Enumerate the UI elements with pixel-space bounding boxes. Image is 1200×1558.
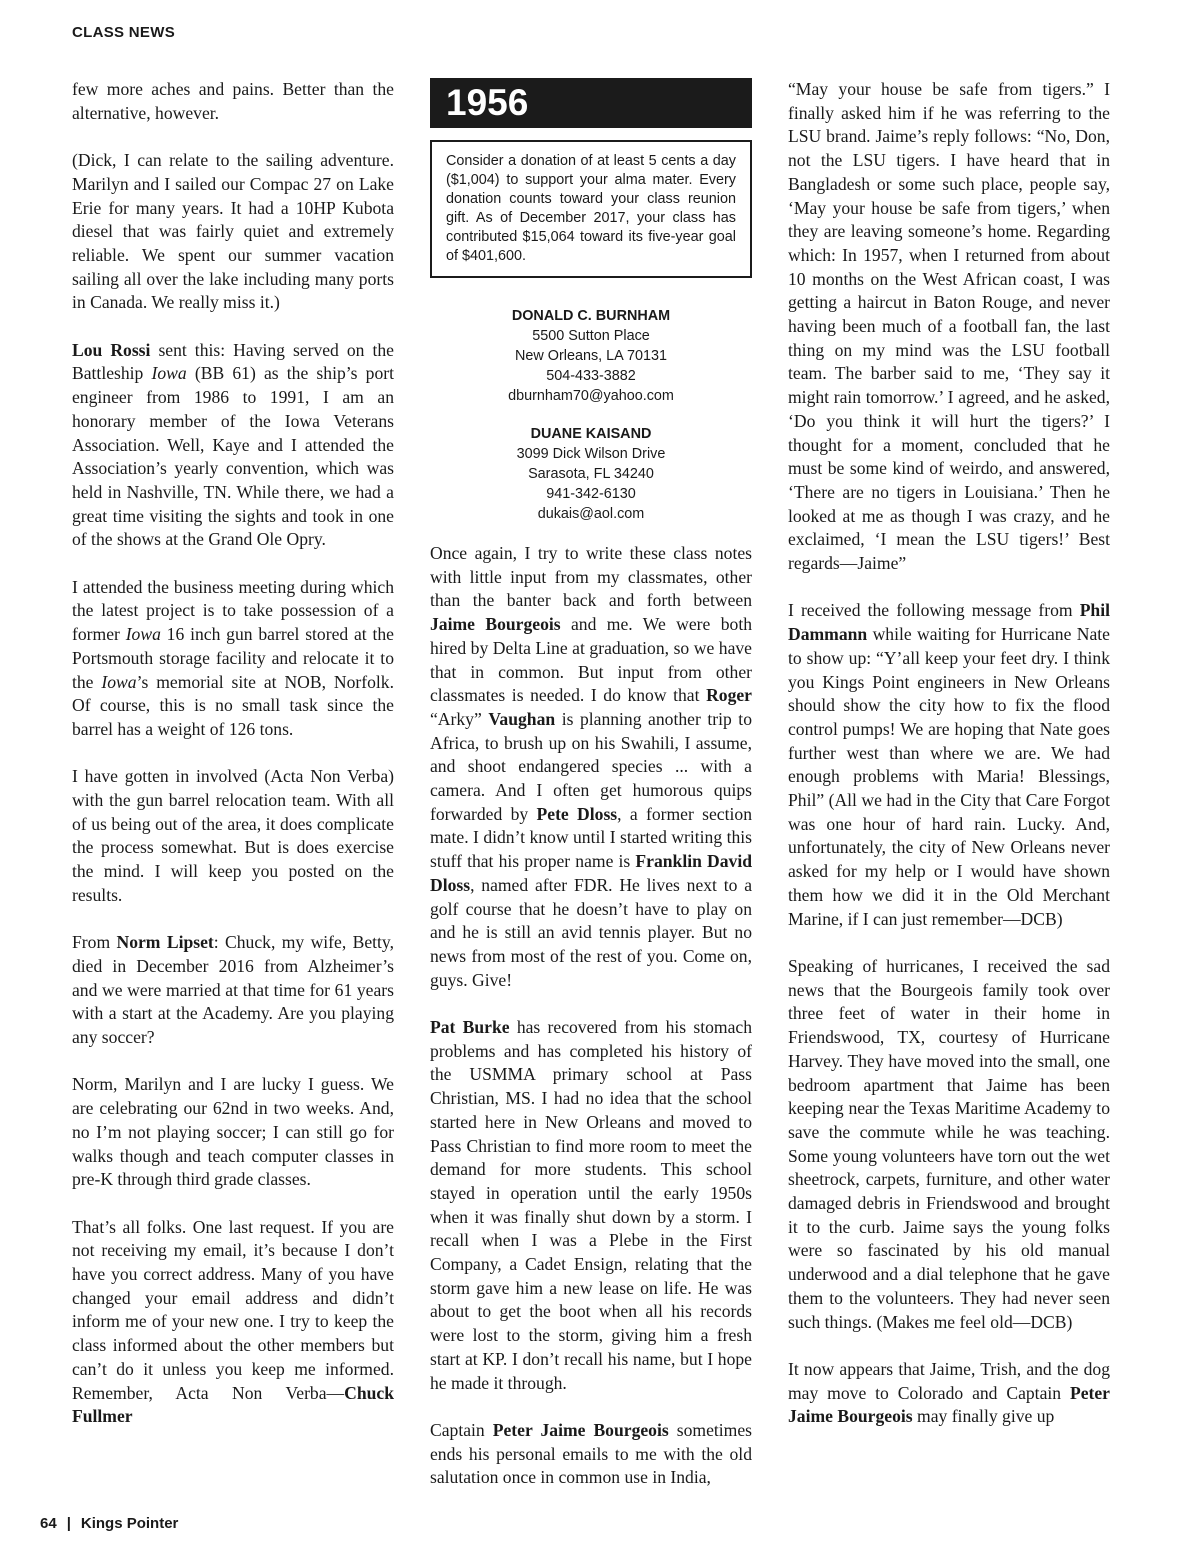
footer-separator: | [66,1515,71,1532]
text-run: It now appears that Jaime, Trish, and the dog may move to Colorado and Captain [788,1358,1110,1403]
text-run: I attended the business meeting during which the latest project is to take possession of a former [72,576,394,645]
column-middle [430,78,752,1514]
page-number: 64 [40,1515,57,1532]
person-name: Lou Rossi [72,339,151,360]
person-name: Roger [706,685,752,706]
text-run: 16 inch gun barrel stored at the Portsmouth storage facility and relocate it to the [72,624,394,692]
text-run: has recovered from his stomach problems and has completed his history of the USMMA primary school at Pass Christian, MS. I had no idea that the school started here in New Orleans and moved to Pass Christian to find more room to meet the demand for more students. This school stayed in operation until the early 1950s when it was finally shut down by a storm. I recall when I was a Plebe in the First Company, a Cadet Ensign, relating that the storm gave him a new lease on life. He was about to get the boot when all his records were lost to the storm, giving him a fresh start at KP. I don’t recall his name, but I hope he made it through. [430,1017,752,1393]
contact-email[interactable]: dukais@aol.com [537,506,645,522]
text-run: and me. We were both hired by Delta Line at graduation, so we have that in common. But input from other classmates is needed. I do know that [430,614,753,706]
paragraph [430,542,752,992]
text-run: From [72,932,117,953]
text-run: , named after FDR. He lives next to a golf course that he doesn’t have to play on and he is still an avid tennis player. But no news from most of the rest of you. Come on, guys. Give! [430,874,752,990]
text-run: sent this: Having served on the Battleship [72,339,394,384]
text-run: , a former section mate. I didn’t know until I started writing this stuff that his proper name is [430,803,752,872]
contact-phone: 504-433-3882 [546,368,636,384]
section-header: CLASS NEWS [72,24,176,41]
column-left [72,78,394,1453]
person-name: Phil Dammann [788,600,1110,645]
page-footer [40,1515,178,1532]
text-run: (BB 61) as the ship’s port engineer from 1986 to 1991, I am an honorary member of the Iowa Veterans Association. Well, Kaye and I attended the Association’s yearly convention, which was held in Nashville, TN. While there, we had a great time visiting the sights and took in one of the shows at the Grand Ole Opry. [72,363,394,550]
text-run: Once again, I try to write these class notes with little input from my classmates, other than the banter back and forth between [430,543,752,611]
person-name: Pete Dloss [536,803,618,824]
person-name: Franklin David Dloss [430,851,752,895]
paragraph: few more aches and pains. Better than the alternative, however. [72,79,394,123]
text-run: That’s all folks. One last request. If you are not receiving my email, it’s because I don’t have you correct address. Many of you have changed your email address and didn’t inform me of your new one. I try to keep the class informed about the other members but can’t do it unless you keep me informed. Remember, Acta Non Verba— [72,1216,394,1403]
paragraph [430,1419,752,1490]
paragraph [72,576,394,742]
text-run: sometimes ends his personal emails to me with the old salutation once in common use in India, [430,1419,752,1488]
paragraph [72,931,394,1050]
class-year-banner: 1956 [430,78,752,128]
donation-box: Consider a donation of at least 5 cents a day ($1,004) to support your alma mater. Every donation counts toward your class reunion gift. As of December 2017, your class has contributed $15,064 toward its five-year goal of $401,600. [430,140,752,278]
person-name: Chuck Fullmer [72,1382,394,1427]
paragraph: I have gotten in involved (Acta Non Verba) with the gun barrel relocation team. With all of us being out of the area, it does complicate the process somewhat. But is does exercise the mind. I will keep you posted on the results. [72,766,394,905]
paragraph [788,599,1110,931]
text-run: : Chuck, my wife, Betty, died in December 2016 from Alzheimer’s and we were married at that time for 61 years with a start at the Academy. Are you playing any soccer? [72,932,394,1048]
ship-name: Iowa [125,624,161,645]
class-notes [430,542,752,1490]
contact-name: DONALD C. BURNHAM [511,308,671,324]
paragraph [72,339,394,552]
text-run: I received the following message from [788,600,1080,621]
text-run: Captain [430,1419,493,1440]
class-contact [430,306,752,406]
person-name: Jaime Bourgeois [430,614,561,635]
paragraph: Norm, Marilyn and I are lucky I guess. We are celebrating our 62nd in two weeks. And, no I’m not playing soccer; I can still go for walks though and teach computer classes in pre-K through third grade classes. [72,1074,394,1190]
publication-name: Kings Pointer [80,1515,179,1532]
text-run: “Arky” [430,708,489,729]
class-contact [430,424,752,524]
person-name: Pat Burke [430,1017,510,1038]
contact-city: New Orleans, LA 70131 [515,348,667,364]
text-run: may finally give up [912,1406,1055,1427]
paragraph [72,1216,394,1429]
contact-street: 3099 Dick Wilson Drive [516,446,666,462]
person-name: Peter Jaime Bourgeois [492,1419,669,1440]
person-name: Vaughan [488,708,556,729]
paragraph [430,1016,752,1395]
contact-street: 5500 Sutton Place [532,328,650,344]
text-run: ’s memorial site at NOB, Norfolk. Of course, this is no small task since the barrel has a weight of 126 tons. [72,671,394,739]
contact-phone: 941-342-6130 [546,486,636,502]
ship-name: Iowa [101,671,137,692]
contact-city: Sarasota, FL 34240 [528,466,654,482]
person-name: Peter Jaime Bourgeois [788,1382,1110,1427]
paragraph [788,1358,1110,1429]
paragraph: “May your house be safe from tigers.” I finally asked him if he was referring to the LSU brand. Jaime’s reply follows: “No, Don, not the LSU tigers. I have heard that in Bangladesh or some such place, people say, ‘May your house be safe from tigers,’ when they are leaving someone’s home. Regarding which: In 1957, when I returned from about 10 months on the West African coast, I was getting a haircut in Baton Rouge, and never having been much of a football fan, the last thing on my mind was the LSU football team. The barber said to me, ‘They say it might rain tomorrow.’ I agreed, and he asked, ‘Do you think it will hurt the tigers?’ I thought for a moment, concluded that he must be some kind of weirdo, and answered, ‘There are no tigers in Louisiana.’ Then he looked at me as though I was crazy, and he exclaimed, ‘I mean the LSU tigers!’ Best regards—Jaime” [788,79,1110,574]
column-right [788,78,1110,1453]
text-run: is planning another trip to Africa, to brush up on his Swahili, I assume, and shoot endangered species ... with a camera. And I often get humorous quips forwarded by [430,708,752,824]
paragraph: Speaking of hurricanes, I received the sad news that the Bourgeois family took over three feet of water in their home in Friendswood, TX, courtesy of Hurricane Harvey. They have moved into the small, one bedroom apartment that Jaime has been keeping near the Texas Maritime Academy to save the commute while he was teaching. Some young volunteers have torn out the wet sheetrock, carpets, furniture, and other water damaged debris in Friendswood and brought it to the curb. Jaime says the young folks were so fascinated by his old manual underwood and a dial telephone that he gave them to the volunteers. They had never seen such things. (Makes me feel old—DCB) [788,955,1110,1332]
contact-name: DUANE KAISAND [530,426,652,442]
paragraph: (Dick, I can relate to the sailing adventure. Marilyn and I sailed our Compac 27 on Lake Erie for many years. It had a 10HP Kubota diesel that was fairly quiet and extremely reliable. We spent our summer vacation sailing all over the lake including many ports in Canada. We really miss it.) [72,150,394,313]
text-run: while waiting for Hurricane Nate to show up: “Y’all keep your feet dry. I think you Kings Point engineers in New Orleans should show the city how to fix the flood control pumps! We are hoping that Nate goes further west than where we are. We had enough problems with Maria! Blessings, Phil” (All we had in the City that Care Forgot was one hour of hard rain. Lucky. And, unfortunately, the city of New Orleans never asked for my help or I would have shown them how we did it in the Old Merchant Marine, if I can just remember—DCB) [788,624,1110,929]
contact-email[interactable]: dburnham70@yahoo.com [508,388,674,404]
person-name: Norm Lipset [116,932,214,953]
ship-name: Iowa [151,363,187,384]
